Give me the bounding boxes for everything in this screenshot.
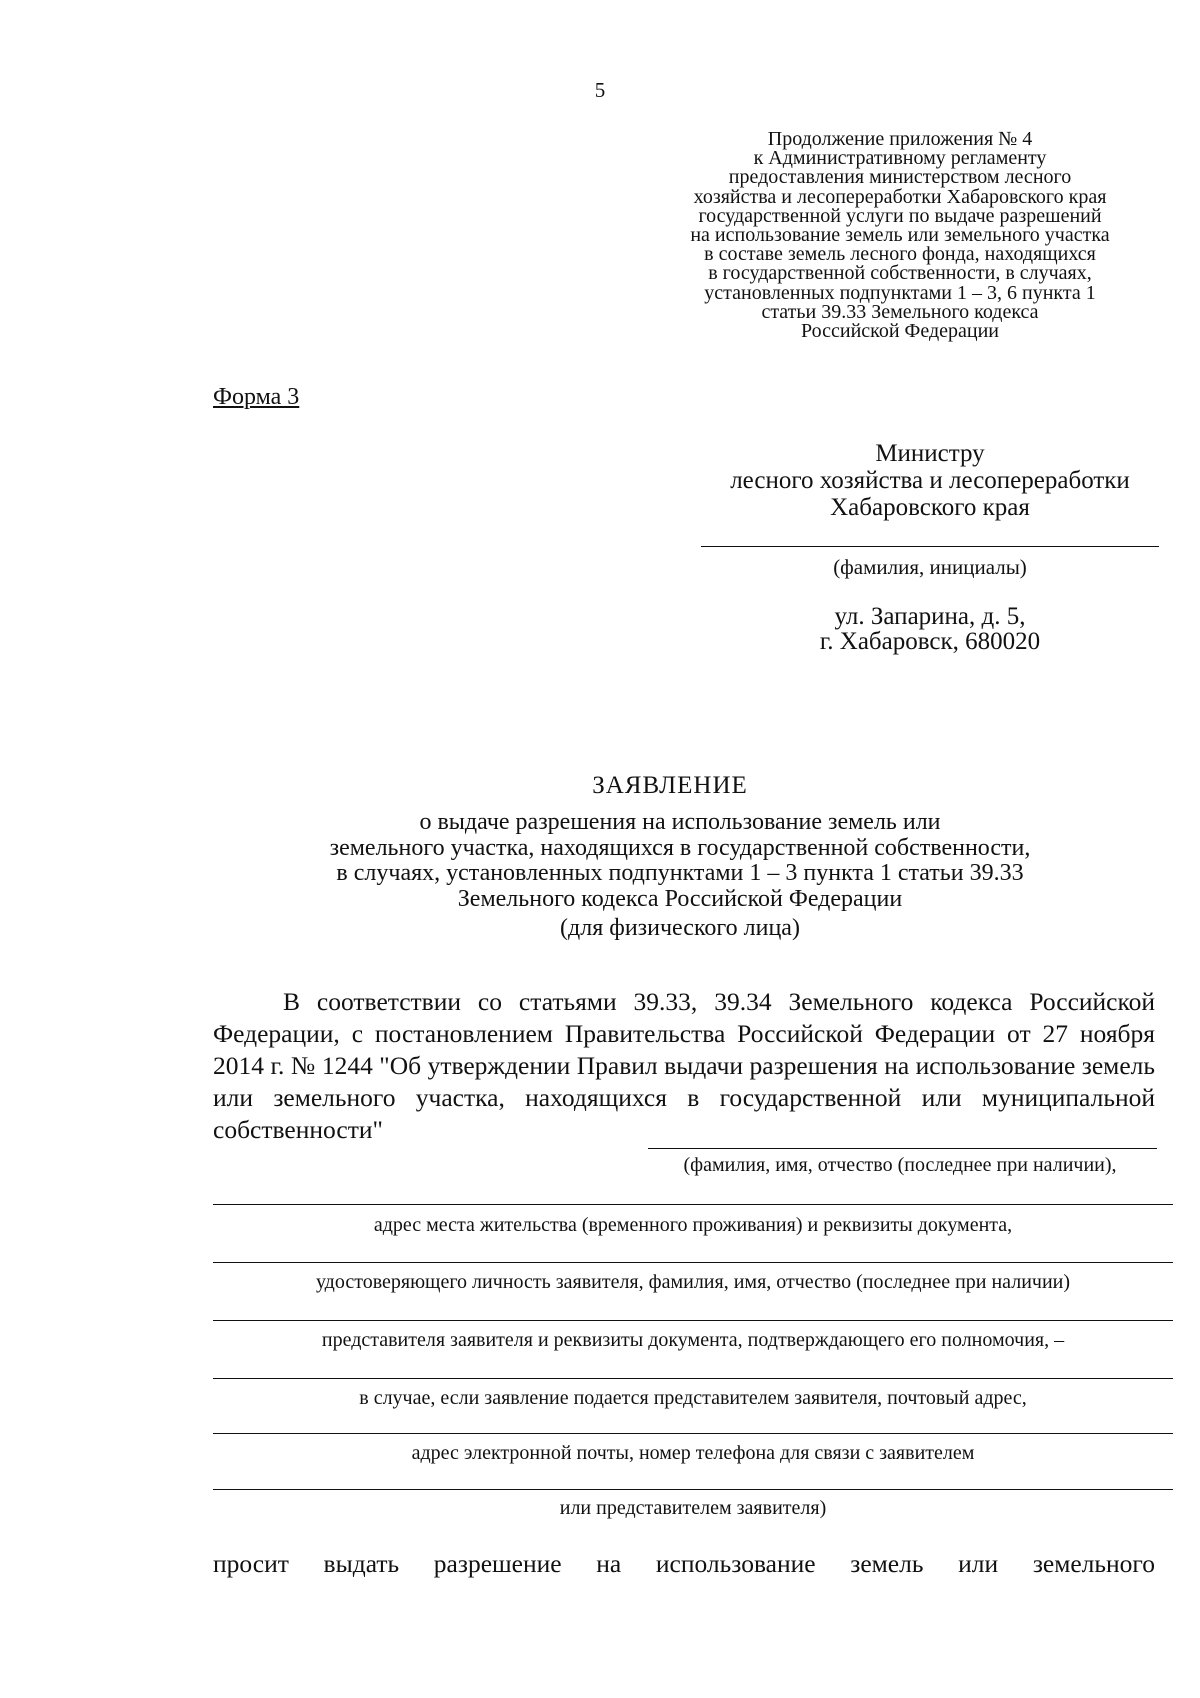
body-paragraph (213, 986, 1155, 1146)
applicant-field-line[interactable] (213, 1433, 1173, 1434)
appendix-line: государственной услуги по выдаче разрешений (698, 204, 1102, 227)
addressee-line: Министру (875, 440, 985, 467)
appendix-line: хозяйства и лесопереработки Хабаровского края (693, 185, 1107, 208)
addressee-line: Хабаровского края (830, 494, 1030, 521)
applicant-field-line[interactable] (213, 1378, 1173, 1379)
appendix-line: установленных подпунктами 1 – 3, 6 пункта 1 (704, 281, 1096, 304)
subtitle-line: Земельного кодекса Российской Федерации (457, 885, 903, 912)
field-caption-representative: представителя заявителя и реквизиты документа, подтверждающего его полномочия, – (321, 1329, 1065, 1351)
closing-line: просит выдать разрешение на использование земель или земельного (213, 1549, 1155, 1578)
addressee-fio-caption: (фамилия, инициалы) (833, 555, 1027, 579)
appendix-header (620, 130, 1180, 341)
addressee-line: лесного хозяйства и лесопереработки (730, 467, 1130, 494)
field-caption-end: или представителем заявителя) (559, 1497, 827, 1519)
field-caption-address: адрес места жительства (временного проживания) и реквизиты документа, (373, 1214, 1013, 1236)
addressee-address (760, 604, 1100, 654)
applicant-field-line[interactable] (213, 1320, 1173, 1321)
field-caption-contacts: адрес электронной почты, номер телефона для связи с заявителем (411, 1442, 975, 1464)
address-line: г. Хабаровск, 680020 (819, 628, 1041, 655)
field-caption-postal: в случае, если заявление подается представителем заявителя, почтовый адрес, (359, 1387, 1027, 1409)
appendix-line: Продолжение приложения № 4 (767, 128, 1033, 150)
applicant-field-line[interactable] (213, 1262, 1173, 1263)
appendix-line: в государственной собственности, в случаях, (708, 262, 1092, 285)
page-number: 5 (594, 78, 606, 102)
subtitle-line: земельного участка, находящихся в государственной собственности, (329, 834, 1031, 861)
subtitle-line: о выдаче разрешения на использование земель или (419, 809, 941, 835)
appendix-line: к Административному регламенту (753, 147, 1047, 170)
document-subtitle (250, 810, 1110, 942)
applicant-field-line[interactable] (213, 1489, 1173, 1490)
form-label: Форма 3 (213, 384, 300, 410)
appendix-line: статьи 39.33 Земельного кодекса (761, 300, 1039, 323)
addressee-block (690, 440, 1170, 521)
appendix-line: в составе земель лесного фонда, находящихся (704, 243, 1096, 266)
addressee-fio-blank[interactable] (701, 546, 1159, 547)
appendix-line: предоставления министерством лесного (728, 166, 1072, 189)
field-caption-identity: удостоверяющего личность заявителя, фамилия, имя, отчество (последнее при наличии) (315, 1271, 1071, 1293)
field-caption-fio: (фамилия, имя, отчество (последнее при наличии), (683, 1154, 1117, 1176)
applicant-field-line[interactable] (213, 1204, 1173, 1205)
subtitle-note: (для физического лица) (560, 915, 800, 941)
body-paragraph-text: В соответствии со статьями 39.33, 39.34 Земельного кодекса Российской Федерации, с постановлением Правительства Российской Федерации от 27 ноября 2014 г. № 1244 "Об утверждении Правил выдачи разрешения на использование земель или земельного участка, находящихся в государственной или муниципальной собственности" (213, 987, 1155, 1144)
document-title: ЗАЯВЛЕНИЕ (592, 772, 748, 799)
address-line: ул. Запарина, д. 5, (834, 603, 1026, 630)
applicant-fio-blank[interactable] (648, 1148, 1157, 1149)
subtitle-line: в случаях, установленных подпунктами 1 – 3 пункта 1 статьи 39.33 (336, 860, 1024, 886)
appendix-line: на использование земель или земельного участка (690, 224, 1110, 247)
appendix-line: Российской Федерации (800, 320, 1000, 343)
